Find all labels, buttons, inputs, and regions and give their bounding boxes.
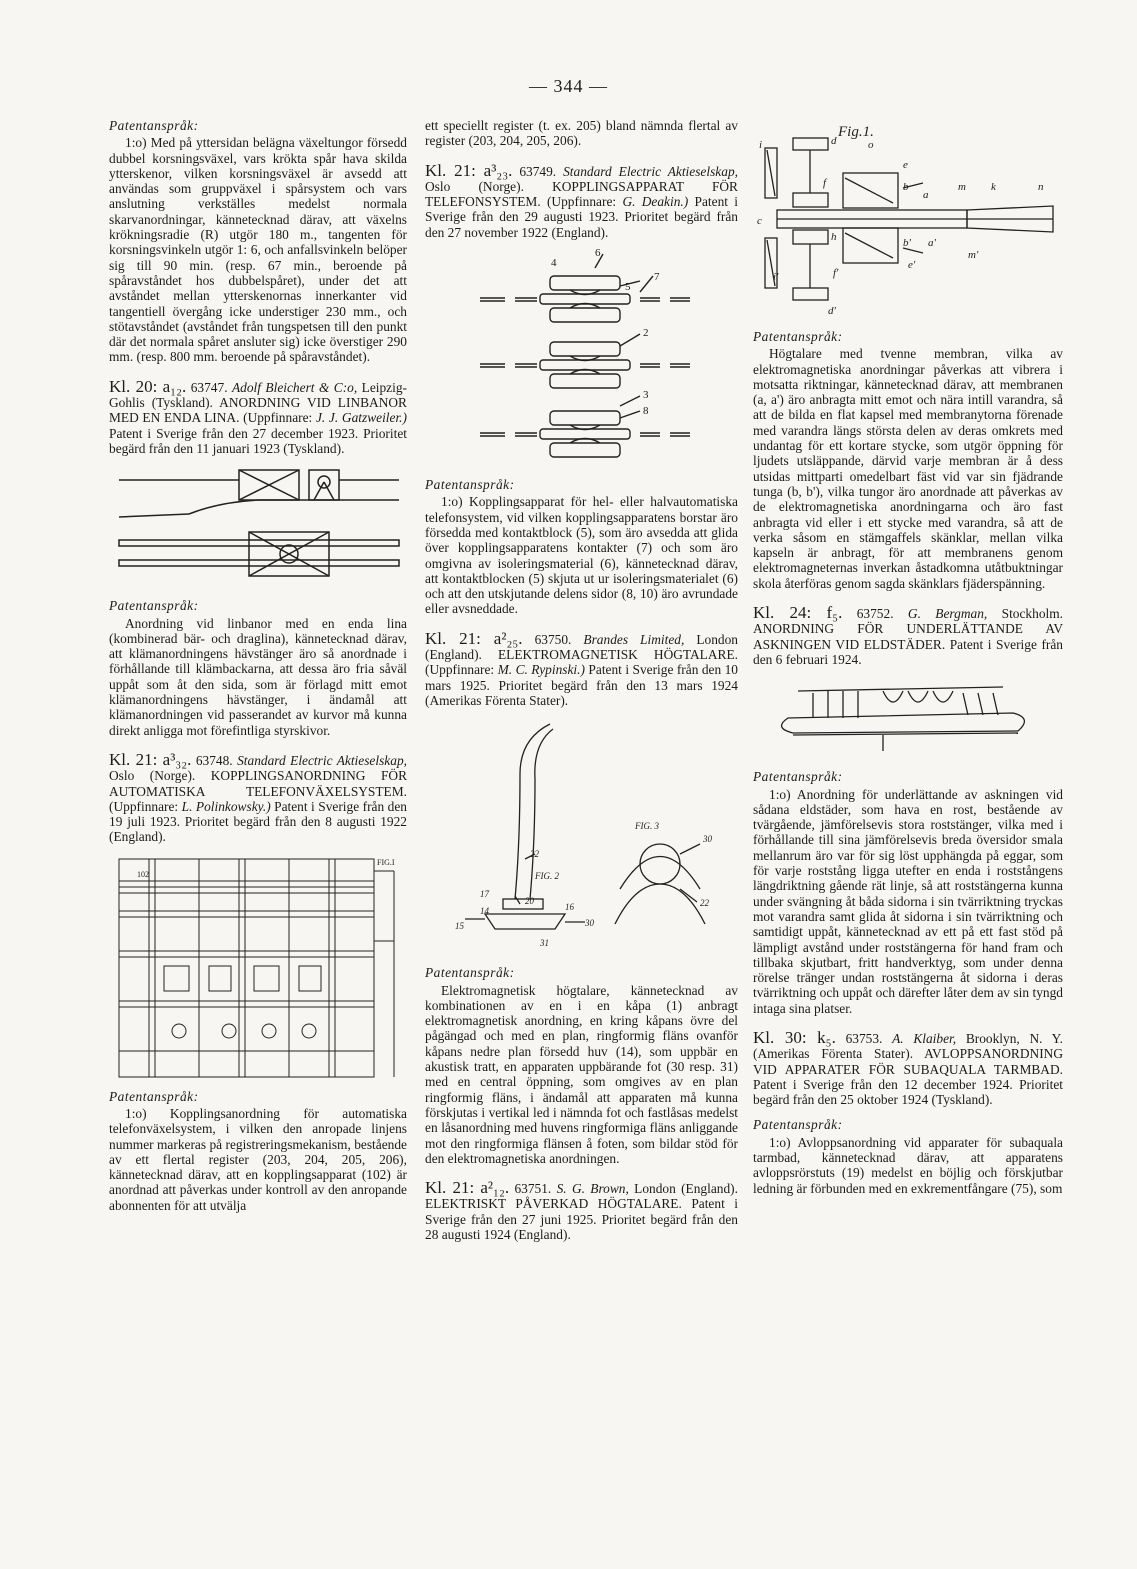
fig-label: 31 (540, 938, 549, 949)
class-label: Kl. 21: a³₂₃. (425, 160, 513, 180)
claim-heading: Patentanspråk: (109, 1088, 199, 1104)
column-left (109, 118, 407, 1213)
fig-label: 5 (625, 281, 631, 294)
fig-label: 22 (530, 849, 539, 860)
claim-text: 1:o) Avloppsanordning vid apparater för subaquala tarmbad, kännetecknad därav, att apparatens avloppsrörstuts (19) medelst en böjlig och förskjutbar ledning är förbunden med en exkrementfångare (75), som (753, 1134, 1063, 1196)
fig-label: 30 (585, 918, 594, 929)
claim-heading: Patentanspråk: (109, 118, 199, 133)
fig-label: 14 (480, 906, 489, 917)
fig-label: FIG.I (377, 857, 395, 867)
class-label: Kl. 24: f₅. (753, 603, 843, 623)
claim-text: 1:o) Kopplingsapparat för hel- eller halvautomatiska telefonsystem, vid vilken kopplingsapparatens borstar äro försedda med kontaktblock (5), som äro avsedda att glida över kopplingsapparatens kontakter (7) och som äro omgivna av isoleringsmaterial (6), kännetecknad därav, att kontaktblocken (5) skjuta ut ur isoleringsmaterialet (6) och att den utskjutande delens sidor (8, 10) äro avrundade eller avsneddade. (425, 494, 738, 617)
fig-label: 20 (525, 896, 534, 907)
fig-label: 2 (643, 327, 649, 340)
class-label: Kl. 21: a²₂₅. (425, 628, 523, 648)
claim-heading: Patentanspråk: (425, 965, 515, 981)
entry-text: Brooklyn, N. Y. (Amerikas Förenta Stater). AVLOPPSANORDNING VID APPARATER FÖR SUBAQUALA TARMBAD. Patent i Sverige från den 12 december 1924. Prioritet begärd från den 25 oktober 1924 (Tyskland). (753, 1030, 1063, 1108)
fig-label: 22 (700, 898, 709, 909)
patent-number: 63748. (195, 752, 233, 768)
fig-ref: 102 (137, 869, 149, 879)
fig-label: c (757, 215, 762, 227)
entry-rest: Patent i Sverige från den 19 juli 1923. Prioritet begärd från den 8 augusti 1922 (England). (109, 798, 407, 845)
entry-text: London (England). ELEKTRISKT PÅVERKAD HÖGTALARE. Patent i Sverige från den 27 juni 1925. Prioritet begärd från den 28 augusti 1924 (England). (425, 1181, 738, 1242)
applicant: G. Bergman, (907, 606, 988, 622)
claim-heading: Patentanspråk: (425, 477, 515, 493)
fig-label: FIG. 2 (535, 871, 559, 882)
entry-text: Leipzig-Gohlis (Tyskland). ANORDNING VID LINBANOR MED EN ENDA LINA. (Uppfinnare: (109, 379, 407, 426)
page-number: — 344 — (529, 76, 608, 96)
contact-block-figure (425, 246, 738, 471)
fig-label: f' (833, 267, 839, 279)
patent-entry-63753 (753, 1027, 1063, 1108)
fig-label: d' (828, 305, 836, 317)
class-label: Kl. 30: k₅. (753, 1027, 836, 1047)
fig-label: 17 (480, 889, 489, 900)
applicant: Standard Electric Aktieselskap, (563, 163, 738, 179)
claim-heading: Patentanspråk: (753, 329, 843, 344)
claim-text: 1:o) Anordning för underlättande av askningen vid sådana eldstäder, som hava en rost, bestående av tvärgående, jämförelsevis stora roststänger, vilka med i förhållande till sina jämförelsevis breda översidor smala mellanrum äro var för sig löst upphängda på eggar, som för varje roststång ligga utefter en enda i roststångens längdriktning gående rät linje, så att roststängerna kunna under svängning åt båda sidorna i sin tvärriktning tryckas mot varandra samt glida åt sidorna i sin tvärriktning och samtidigt uppåt, kännetecknad av ett på ett fast stöd på lämpligt avstånd under roststängerna för hand fram och tillbaka skjutbart, fritt handverktyg, som under denna rörelse tränger undan roststängerna åt sidorna i deras tvärriktning och uppåt och därefter låter dem av sin tyngd intaga sina platser. (753, 786, 1063, 1016)
patent-entry-63751 (425, 1180, 738, 1242)
claim-text: 1:o) Kopplingsanordning för automatiska telefonväxelsystem, i vilken den anropade linjens nummer markeras på registreringsmekanism, bestående av ett flertal register (203, 204, 205, 206), kännetecknad därav, att en kopplingsapparat (102) är anordnad att påverkas under kontroll av den anropande abonnenten för att utvälja (109, 1105, 407, 1213)
fig-label: 15 (455, 921, 464, 932)
fig-label: 8 (643, 405, 649, 418)
loudspeaker-figure (425, 714, 738, 959)
applicant: Brandes Limited, (583, 631, 685, 647)
class-label: Kl. 21: a²₁₂. (425, 1178, 510, 1198)
applicant: A. Klaiber, (892, 1030, 957, 1046)
inventor: J. J. Gatzweiler.) (315, 410, 407, 426)
inventor: L. Polinkowsky.) (181, 798, 271, 814)
column-right (753, 118, 1063, 1196)
patent-number: 63749. (519, 163, 557, 179)
fig-label: f (823, 177, 827, 189)
claim-text: Anordning vid linbanor med en enda lina (kombinerad bär- och draglina), kännetecknad därav, att klämanordningens hävstänger äro så anordnade i förhållande till klämbackarna, att dessa äro fria såväl uppåt som åt den sida, som är förlagd mitt emot klämanordningens hävstänger, i ändamål att klämanordningen vid passerandet av kurvor må kunna direkt anligga mot förefintliga styrskivor. (109, 615, 407, 738)
entry-rest: Patent i Sverige från den 27 december 1923. Prioritet begärd från den 11 januari 1923 (Tyskland). (109, 425, 407, 456)
fig-label: b (903, 181, 909, 193)
fig-label: b' (903, 237, 911, 249)
claim-text: 1:o) Med på yttersidan belägna växeltungor försedd dubbel korsningsväxel, vars krökta spår hava skilda ytterskenor, vilken korsningsväxel är avsedd att användas som gruppväxel i spårsystem och vars anslutning verkställes medelst normala skarvanordningar, kännetecknad därav, att växelns krökningsradie (R) utgör 180 m., tangenten för korsningsvinkeln utgör 1: 6, och anfallsvinkeln belöper sig till 90 min. (resp. 67 min., beroende på spåravståndet hos dubbelspåret), under det att avståndet mellan ytterskenornas innerkanter vid tangentiell övergång icke understiger 230 mm., och stötavståndet (avståndet från tungspetsen till den punkt där det normala spåret ansluter sig) icke överstiger 290 mm. (resp. 800 mm. beroende på spåravståndet). (109, 135, 407, 365)
claim-text: Elektromagnetisk högtalare, kännetecknad av kombinationen av en i en kåpa (1) anbragt elektromagnetisk anordning, en kring kåpans övre del pågängad och med en plan, ringformig fläns ovanför kåpans nedre plan försedd huv (14), som uppbär en akustisk tratt, en apparaten uppbärande fot (30 resp. 31) med en central öppning, som omgives av en plan ringformig fläns, i ändamål att apparaten må kunna förskjutas i vertikal led i nämnda fot och fastlåsas medelst en låsanordning med huvens ringformiga fläns anliggande mot den ringformiga flänsen å foten, som bildar stöd för den elektromagnetiska anordningen. (425, 982, 738, 1166)
claim-heading: Patentanspråk: (109, 598, 199, 614)
fig-label: 6 (595, 247, 601, 260)
entry-text: Stockholm. ANORDNING FÖR UNDERLÄTTANDE AV ASKNINGEN VID ELDSTÄDER. Patent i Sverige från den 6 februari 1924. (753, 606, 1064, 667)
patent-number: 63750. (534, 631, 572, 647)
fig-label: a (923, 189, 929, 201)
class-label: Kl. 21: a³₃₂. (109, 749, 192, 769)
class-label: Kl. 20: a₁₂. (109, 376, 187, 396)
fig-label: n (1038, 181, 1044, 193)
entry-rest: Patent i Sverige från den 29 augusti 1923. Prioritet begärd från den 27 november 1922 (England). (425, 194, 738, 240)
inventor: G. Deakin.) (622, 194, 689, 210)
fig-label: 16 (565, 902, 574, 913)
grate-figure (753, 673, 1063, 763)
double-membrane-figure (753, 118, 1063, 323)
fig-label: 3 (643, 389, 649, 402)
fig-label: 4 (551, 257, 557, 270)
claim-heading: Patentanspråk: (753, 769, 843, 785)
claim-heading: Patentanspråk: (753, 1117, 843, 1133)
continuation-text: ett speciellt register (t. ex. 205) bland nämnda flertal av register (203, 204, 205, 206). (425, 118, 738, 149)
inventor: M. C. Rypinski.) (497, 662, 585, 678)
column-middle (425, 118, 738, 1242)
applicant: S. G. Brown, (556, 1181, 629, 1197)
fig-label: o (868, 139, 874, 151)
patent-entry-63749 (425, 160, 738, 240)
fig-label: i (759, 139, 763, 151)
fig-label: d (831, 135, 837, 147)
fig-label: i' (773, 271, 779, 283)
entry-text: London (England). ELEKTROMAGNETISK HÖGTALARE. (Uppfinnare: (425, 631, 738, 678)
fig-label: FIG. 3 (635, 821, 659, 832)
patent-entry-63748 (109, 749, 407, 845)
patent-entry-63750 (425, 628, 738, 708)
patent-number: 63752. (856, 606, 894, 622)
fig-label: e' (908, 259, 916, 271)
fig-label: m (958, 181, 966, 193)
circuit-figure (109, 851, 407, 1083)
patent-entry-63752 (753, 605, 1063, 667)
fig-label: e (903, 159, 908, 171)
fig-label: k (991, 181, 996, 193)
fig-title: Fig.1. (838, 124, 874, 140)
fig-label: 7 (654, 271, 660, 284)
fig-label: h (831, 231, 837, 243)
claim-text: Högtalare med tvenne membran, vilka av elektromagnetiska anordningar påverkas att vibrera i motsatta riktningar, kännetecknad därav, att membranen (a, a') äro anbragta mitt emot och nära intill varandra, så att de bilda en flat kapsel med membranytorna förenade med varandra längs största delen av deras omkrets med undantag för ett kortare stycke, som utgör öppning för ljudets utsläppande, därvid varje membran är å dess utsidas mittparti omedelbart fäst vid var sin fjädrande tunga (b, b'), vilka tungor äro anordnade att påverkas av de elektromagnetiska anordningarna och äro fast anbragta vid eller i ett stycke med varandra, så att de verka såsom en stämgaffels skänklar, mellan vilka kapseln är anbragt, för att membranens genom elektromagneternas inverkan åstadkomna utåtbuktningar skola återföras genom sagda skänklars fjäderspänning. (753, 346, 1063, 591)
cableway-figure (109, 462, 407, 592)
applicant: Adolf Bleichert & C:o, (231, 379, 358, 395)
patent-number: 63747. (190, 379, 228, 395)
fig-label: a' (928, 237, 936, 249)
entry-text: Oslo (Norge). KOPPLINGSAPPARAT FÖR TELEFONSYSTEM. (Uppfinnare: (425, 178, 738, 210)
patent-number: 63753. (845, 1030, 883, 1046)
fig-label: 30 (703, 834, 712, 845)
applicant: Standard Electric Aktieselskap, (237, 752, 407, 768)
entry-text: Oslo (Norge). KOPPLINGSANORDNING FÖR AUTOMATISKA TELEFONVÄXELSYSTEM. (Uppfinnare: (109, 768, 407, 814)
patent-number: 63751. (514, 1181, 552, 1197)
entry-rest: Patent i Sverige från den 10 mars 1925. Prioritet begärd från den 13 mars 1924 (Amerikas Förenta Stater). (425, 662, 738, 708)
fig-label: m' (968, 249, 979, 261)
patent-entry-63747 (109, 376, 407, 456)
